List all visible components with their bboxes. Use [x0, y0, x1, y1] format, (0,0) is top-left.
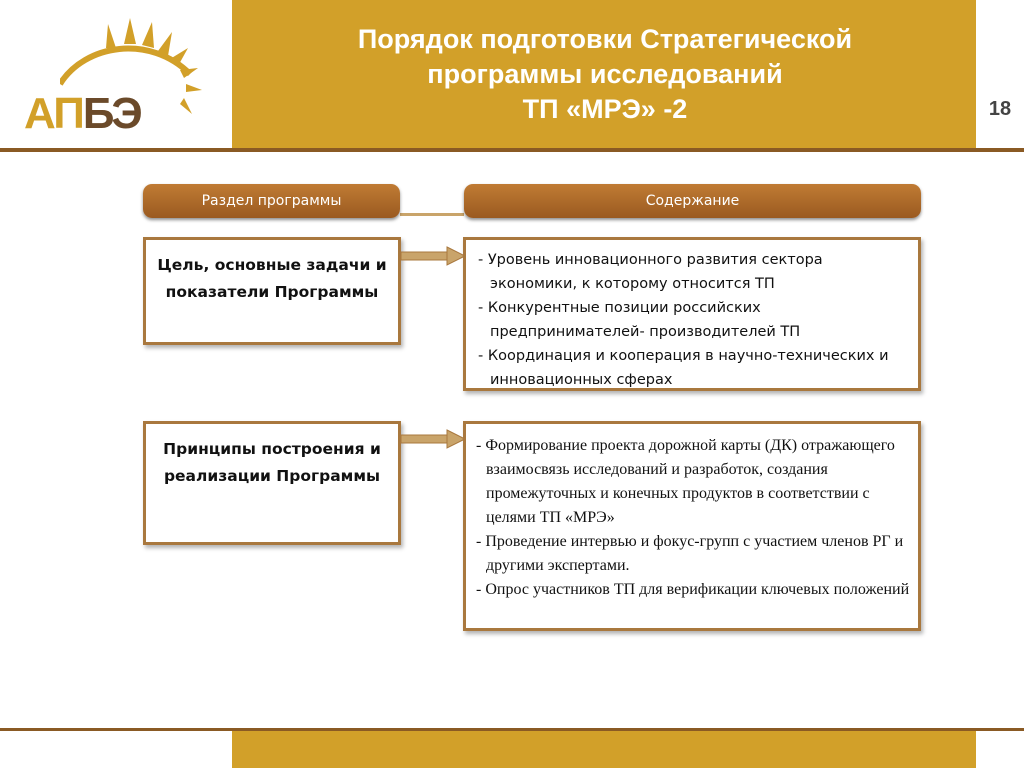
logo-area — [0, 0, 232, 148]
list-item: - Конкурентные позиции российских предпринимателей- производителей ТП — [478, 300, 801, 340]
list-item: - Координация и кооперация в научно-технических и инновационных сферах — [478, 348, 889, 388]
column-header-section: Раздел программы — [143, 184, 400, 218]
section-box-principles — [143, 421, 401, 545]
header-connector — [400, 213, 464, 216]
header-divider — [0, 148, 1024, 152]
title-line-2: программы исследований — [427, 59, 783, 89]
list-item: - Опрос участников ТП для верификации ключевых положений — [476, 581, 910, 598]
list-item: - Формирование проекта дорожной карты (ДК) отражающего взаимосвязь исследований и разработок, создания промежуточных и конечных продуктов в соответствии с целями ТП «МРЭ» — [476, 437, 895, 526]
section-label: Цель, основные задачи и показатели Программы — [157, 256, 387, 301]
title-line-1: Порядок подготовки Стратегической — [357, 24, 853, 54]
footer-band — [232, 731, 976, 768]
page-title — [240, 22, 970, 127]
section-box-goals — [143, 237, 401, 345]
content-list — [478, 248, 912, 392]
content-box-goals — [463, 237, 921, 391]
arrow-right-icon — [401, 246, 467, 266]
list-item: - Проведение интервью и фокус-групп с участием членов РГ и другими экспертами. — [476, 533, 904, 574]
column-header-content: Содержание — [464, 184, 921, 218]
logo-part-2: БЭ — [82, 89, 141, 138]
logo — [24, 90, 141, 138]
arrow-right-icon — [401, 429, 467, 449]
list-item: - Уровень инновационного развития сектора экономики, к которому относится ТП — [478, 252, 823, 292]
page-number: 18 — [988, 98, 1012, 120]
page-number-area — [976, 0, 1024, 148]
section-label: Принципы построения и реализации Программы — [163, 440, 381, 485]
content-list — [476, 434, 912, 602]
content-box-principles — [463, 421, 921, 631]
title-line-3: ТП «МРЭ» -2 — [522, 94, 688, 124]
logo-part-1: АП — [24, 89, 83, 138]
